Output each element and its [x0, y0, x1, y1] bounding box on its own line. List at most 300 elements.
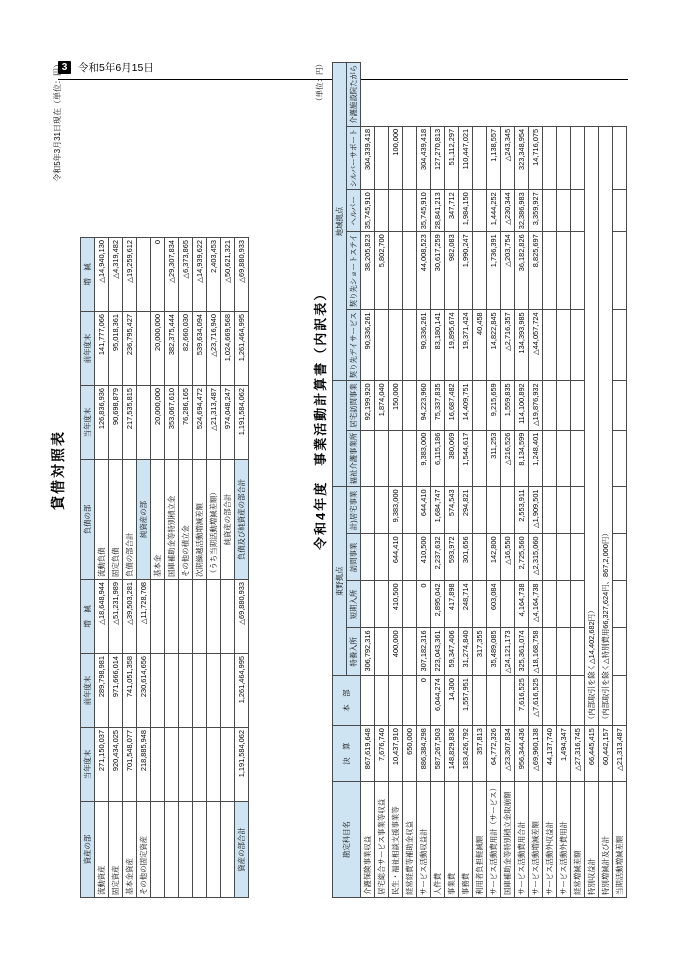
- bs-empty-15: [206, 580, 220, 654]
- ac-cell-8-7: [472, 381, 486, 430]
- table-row: [402, 62, 416, 897]
- ac-cell-11-7: 114,100,892: [514, 381, 528, 430]
- bs-col-cur-1: 当年度末: [80, 728, 94, 802]
- ac-cell-12-0: △69,960,138: [528, 726, 542, 782]
- bs-asset-total-label: 資産の部合計: [234, 802, 248, 898]
- ac-cell-6-4: 593,972: [444, 534, 458, 581]
- ac-cell-3-6: [402, 430, 416, 487]
- bs-liab-diff-0: △14,940,130: [94, 238, 108, 312]
- bs-empty-9: [178, 580, 192, 654]
- ac-cell-1-11: [374, 126, 388, 189]
- ac-cell-14-2: [556, 628, 570, 676]
- table-row: [94, 238, 108, 898]
- ac-cell-5-6: 6,115,186: [430, 430, 444, 487]
- ac-cell-15-10: [570, 190, 584, 232]
- ac-cell-7-3: 248,714: [458, 581, 472, 628]
- ac-cell-15-6: [570, 430, 584, 487]
- ac-cell-8-1: [472, 676, 486, 726]
- table-row: [542, 62, 556, 897]
- ac-row-label-12: サービス活動増減差額: [528, 782, 542, 898]
- ac-col-5: 訪問事業: [346, 534, 360, 581]
- ac-cell-5-5: 1,684,747: [430, 487, 444, 534]
- bs-asset-label-0: 流動資産: [94, 802, 108, 898]
- ac-cell-12-4: △2,315,060: [528, 534, 542, 581]
- ac-cell-9-2: 35,489,085: [486, 628, 500, 676]
- ac-row-label-9: サービス活動費用計（サービス）: [486, 782, 500, 898]
- ac-cell-7-1: 1,557,951: [458, 676, 472, 726]
- ac-cell-6-5: 574,543: [444, 487, 458, 534]
- ac-row-label-17: 特別増減計及び計: [598, 782, 612, 898]
- ac-cell-1-0: 7,676,740: [374, 726, 388, 782]
- ac-cell-3-5: [402, 487, 416, 534]
- ac-cell-7-0: 183,426,792: [458, 726, 472, 782]
- ac-cell-10-0: △23,307,834: [500, 726, 514, 782]
- bs-na-cur-3: 524,694,472: [192, 386, 206, 460]
- ac-cell-18-0: △21,313,487: [612, 726, 626, 782]
- ac-cell-3-10: [402, 190, 416, 232]
- ac-cell-5-3: 2,895,042: [430, 581, 444, 628]
- bs-na-diff-0: 0: [150, 238, 164, 312]
- bs-empty-17: [220, 654, 234, 728]
- ac-cell-11-0: 956,344,436: [514, 726, 528, 782]
- ac-cell-2-5: 9,383,000: [388, 487, 402, 534]
- ac-cell-15-3: [570, 581, 584, 628]
- ac-col-12: シルバーサポート: [346, 126, 360, 189]
- bs-asset-cur-3: 218,885,948: [136, 728, 150, 802]
- ac-cell-14-6: [556, 430, 570, 487]
- ac-cell-4-2: 307,182,316: [416, 628, 430, 676]
- bs-na-cur-1: 353,067,610: [164, 386, 178, 460]
- ac-col-9: 契り先デイサービス: [346, 310, 360, 381]
- bs-liab-diff-1: △4,319,482: [108, 238, 122, 312]
- ac-cell-3-2: [402, 628, 416, 676]
- ac-col-8: 居宅訪問事業: [346, 381, 360, 430]
- ac-cell-5-9: 30,617,259: [430, 232, 444, 310]
- ac-cell-7-6: 1,544,617: [458, 430, 472, 487]
- ac-cell-4-5: 644,410: [416, 487, 430, 534]
- table-row: [234, 238, 248, 898]
- bs-liab-label-1: 固定負債: [108, 460, 122, 580]
- bs-na-cur-0: 20,000,000: [150, 386, 164, 460]
- ac-cell-14-7: [556, 381, 570, 430]
- table-row: [164, 238, 178, 898]
- ac-cell-10-4: △16,550: [500, 534, 514, 581]
- ac-cell-3-7: [402, 381, 416, 430]
- table-row: [570, 62, 584, 897]
- ac-cell-0-7: 92,199,920: [360, 381, 374, 430]
- bs-na-diff-3: △14,939,622: [192, 238, 206, 312]
- table-row: [108, 238, 122, 898]
- ac-cell-5-2: 223,043,361: [430, 628, 444, 676]
- ac-group-1: 東野拠点: [332, 487, 346, 676]
- ac-cell-8-0: 357,813: [472, 726, 486, 782]
- ac-cell-18-7: [612, 381, 626, 430]
- ac-cell-10-8: △2,716,357: [500, 310, 514, 381]
- ac-cell-9-5: [486, 487, 500, 534]
- ac-cell-6-11: 51,112,297: [444, 126, 458, 189]
- bs-na-cur-4: △21,313,487: [206, 386, 220, 460]
- table-row: [598, 62, 612, 897]
- ac-cell-4-8: 90,336,261: [416, 310, 430, 381]
- bs-empty-label-1: [150, 802, 164, 898]
- ac-cell-3-8: [402, 310, 416, 381]
- ac-cell-9-6: 311,253: [486, 430, 500, 487]
- bs-empty-label-6: [220, 802, 234, 898]
- ac-cell-11-9: 36,182,826: [514, 232, 528, 310]
- bs-na-total-prev: 1,024,669,568: [220, 312, 234, 386]
- ac-cell-6-9: 982,083: [444, 232, 458, 310]
- bs-asset-cur-1: 920,434,025: [108, 728, 122, 802]
- ac-cell-4-0: 886,384,298: [416, 726, 430, 782]
- table-row: [136, 238, 150, 898]
- bs-asset-prev-0: 289,798,981: [94, 654, 108, 728]
- ac-cell-14-0: 1,494,347: [556, 726, 570, 782]
- ac-cell-13-11: [542, 126, 556, 189]
- ac-cell-12-11: 14,716,075: [528, 126, 542, 189]
- table-row: [206, 238, 220, 898]
- ac-cell-11-10: 32,386,983: [514, 190, 528, 232]
- bs-col-diff-2: 増 減: [80, 238, 94, 312]
- ac-cell-12-9: 8,825,697: [528, 232, 542, 310]
- bs-empty-13: [206, 728, 220, 802]
- ac-cell-15-8: [570, 310, 584, 381]
- bs-asset-diff-0: △18,648,944: [94, 580, 108, 654]
- bs-blank-2: [136, 312, 150, 386]
- ac-cell-15-9: [570, 232, 584, 310]
- ac-cell-8-3: [472, 581, 486, 628]
- ac-cell-0-9: 38,205,823: [360, 232, 374, 310]
- ac-cell-10-10: △230,344: [500, 190, 514, 232]
- bs-empty-10: [192, 728, 206, 802]
- bs-liab-label-0: 流動負債: [94, 460, 108, 580]
- ac-cell-10-1: [500, 676, 514, 726]
- ac-cell-12-3: △4,164,738: [528, 581, 542, 628]
- ac-cell-4-4: 410,500: [416, 534, 430, 581]
- ac-cell-15-1: [570, 676, 584, 726]
- bs-empty-6: [164, 580, 178, 654]
- ac-cell-8-10: [472, 190, 486, 232]
- ac-cell-3-3: [402, 581, 416, 628]
- bs-asset-prev-3: 230,614,656: [136, 654, 150, 728]
- ac-cell-7-11: 110,447,021: [458, 126, 472, 189]
- bs-netasset-header: 純資産の部: [136, 460, 150, 580]
- activity-unit: （単位：円）: [314, 60, 324, 105]
- ac-cell-14-5: [556, 487, 570, 534]
- bs-na-label-3: 次期繰越活動増減差額: [192, 460, 206, 580]
- bs-col-diff-1: 増 減: [80, 580, 94, 654]
- ac-group-2: 地域拠点: [332, 62, 346, 381]
- bs-liab-cur-0: 126,836,936: [94, 386, 108, 460]
- ac-cell-1-7: 1,874,040: [374, 381, 388, 430]
- ac-cell-2-4: 644,410: [388, 534, 402, 581]
- ac-cell-12-8: △44,057,724: [528, 310, 542, 381]
- ac-row-label-10: 国庫補助金等特別積立金取崩額: [500, 782, 514, 898]
- bs-empty-1: [150, 728, 164, 802]
- table-row: [122, 238, 136, 898]
- ac-cell-9-4: 142,800: [486, 534, 500, 581]
- table-row: [444, 62, 458, 897]
- ac-cell-3-9: [402, 232, 416, 310]
- ac-cell-12-6: 1,248,401: [528, 430, 542, 487]
- ac-cell-8-11: [472, 126, 486, 189]
- bs-empty-16: [220, 728, 234, 802]
- ac-cell-6-1: 14,300: [444, 676, 458, 726]
- bs-na-prev-4: △23,716,940: [206, 312, 220, 386]
- ac-cell-14-1: [556, 676, 570, 726]
- ac-cell-10-3: [500, 581, 514, 628]
- bs-na-prev-3: 539,634,094: [192, 312, 206, 386]
- ac-cell-7-5: 294,821: [458, 487, 472, 534]
- ac-cell-13-7: [542, 381, 556, 430]
- ac-cell-14-4: [556, 534, 570, 581]
- ac-cell-6-3: 417,898: [444, 581, 458, 628]
- ac-cell-10-2: △24,121,173: [500, 628, 514, 676]
- table-row: [220, 238, 234, 898]
- ac-row-label-4: サービス活動収益計: [416, 782, 430, 898]
- ac-cell-17-0: 60,442,157: [598, 726, 612, 782]
- ac-cell-18-11: [612, 126, 626, 189]
- ac-cell-6-0: 148,829,836: [444, 726, 458, 782]
- ac-cell-9-10: 1,444,252: [486, 190, 500, 232]
- ac-cell-2-8: [388, 310, 402, 381]
- ac-cell-11-4: 2,725,560: [514, 534, 528, 581]
- bs-empty-label-3: [178, 802, 192, 898]
- ac-cell-5-4: 2,237,632: [430, 534, 444, 581]
- ac-cell-0-1: [360, 676, 374, 726]
- ac-cell-11-6: 8,134,599: [514, 430, 528, 487]
- ac-cell-16-1: （内部取引を除く△14,402,682円）: [584, 126, 598, 725]
- ac-cell-18-9: [612, 232, 626, 310]
- ac-cell-15-11: [570, 126, 584, 189]
- bs-asset-total-prev: 1,261,464,995: [234, 654, 248, 728]
- ac-cell-9-11: 1,138,557: [486, 126, 500, 189]
- ac-cell-8-9: [472, 232, 486, 310]
- ac-col-2: 本 部: [332, 676, 360, 726]
- ac-col-11: ヘルパー: [346, 190, 360, 232]
- ac-cell-6-6: 380,069: [444, 430, 458, 487]
- table-row: [514, 62, 528, 897]
- bs-na-cur-2: 76,286,165: [178, 386, 192, 460]
- bs-na-label-2: その他の積立金: [178, 460, 192, 580]
- ac-cell-2-7: 150,000: [388, 381, 402, 430]
- bs-blank-1: [136, 386, 150, 460]
- ac-cell-3-11: [402, 126, 416, 189]
- bs-asset-cur-2: 701,548,077: [122, 728, 136, 802]
- ac-cell-0-4: [360, 534, 374, 581]
- ac-cell-0-6: [360, 430, 374, 487]
- ac-cell-11-3: 4,164,738: [514, 581, 528, 628]
- ac-cell-7-4: 301,656: [458, 534, 472, 581]
- activity-table: [332, 62, 627, 898]
- activity-statement-title: 令和4年度 事業活動計算書（内訳表）: [312, 285, 328, 550]
- ac-cell-13-10: [542, 190, 556, 232]
- ac-cell-1-1: [374, 676, 388, 726]
- bs-col-prev-2: 前年度末: [80, 312, 94, 386]
- ac-cell-5-1: 6,044,274: [430, 676, 444, 726]
- ac-cell-6-7: 16,687,482: [444, 381, 458, 430]
- ac-cell-1-2: [374, 628, 388, 676]
- bs-asset-diff-3: △11,728,708: [136, 580, 150, 654]
- ac-cell-10-9: △203,754: [500, 232, 514, 310]
- bs-liab-prev-2: 236,795,427: [122, 312, 136, 386]
- ac-col-6: 計)居宅事業: [346, 487, 360, 534]
- ac-cell-0-5: [360, 487, 374, 534]
- bs-asset-label-3: その他の固定資産: [136, 802, 150, 898]
- ac-row-label-6: 事業費: [444, 782, 458, 898]
- bs-na-prev-2: 82,660,030: [178, 312, 192, 386]
- ac-cell-13-6: [542, 430, 556, 487]
- ac-cell-18-8: [612, 310, 626, 381]
- ac-row-label-8: 利用者負担軽減額: [472, 782, 486, 898]
- ac-cell-11-11: 323,348,954: [514, 126, 528, 189]
- ac-col-4: 短期入所: [346, 581, 360, 628]
- ac-cell-9-0: 64,772,326: [486, 726, 500, 782]
- bs-empty-label-5: [206, 802, 220, 898]
- bs-asset-label-2: 基本金資産: [122, 802, 136, 898]
- ac-cell-16-0: 66,445,415: [584, 726, 598, 782]
- ac-cell-5-11: 127,270,813: [430, 126, 444, 189]
- ac-cell-1-8: [374, 310, 388, 381]
- ac-col-7: 福祉介護事業所: [346, 430, 360, 487]
- ac-cell-11-1: 7,616,525: [514, 676, 528, 726]
- bs-na-total-label: 純資産の部合計: [220, 460, 234, 580]
- bs-empty-14: [206, 654, 220, 728]
- ac-cell-7-8: 19,371,424: [458, 310, 472, 381]
- bs-empty-label-2: [164, 802, 178, 898]
- ac-cell-13-2: [542, 628, 556, 676]
- bs-asset-label-1: 固定資産: [108, 802, 122, 898]
- bs-na-diff-4: 2,403,453: [206, 238, 220, 312]
- ac-cell-8-6: [472, 430, 486, 487]
- ac-cell-13-4: [542, 534, 556, 581]
- ac-cell-0-10: 35,745,910: [360, 190, 374, 232]
- bs-na-label-1: 国庫補助金等特別積立金: [164, 460, 178, 580]
- bs-empty-7: [178, 728, 192, 802]
- table-row: [388, 62, 402, 897]
- bs-liab-cur-1: 90,698,879: [108, 386, 122, 460]
- ac-cell-1-4: [374, 534, 388, 581]
- bs-asset-prev-2: 741,051,358: [122, 654, 136, 728]
- ac-cell-1-5: [374, 487, 388, 534]
- ac-row-label-5: 人件費: [430, 782, 444, 898]
- ac-cell-1-3: [374, 581, 388, 628]
- ac-cell-2-3: 410,500: [388, 581, 402, 628]
- bs-asset-diff-2: △39,503,281: [122, 580, 136, 654]
- ac-cell-2-0: 10,437,910: [388, 726, 402, 782]
- table-row: [178, 238, 192, 898]
- ac-cell-3-0: 650,000: [402, 726, 416, 782]
- activity-statement-block: [332, 62, 627, 898]
- ac-cell-11-8: 134,393,985: [514, 310, 528, 381]
- table-row: [584, 62, 598, 897]
- ac-cell-13-0: 44,137,740: [542, 726, 556, 782]
- ac-cell-0-0: 867,619,648: [360, 726, 374, 782]
- ac-cell-12-1: △7,616,525: [528, 676, 542, 726]
- ac-cell-0-3: [360, 581, 374, 628]
- ac-cell-2-1: [388, 676, 402, 726]
- ac-cell-5-0: 587,267,503: [430, 726, 444, 782]
- ac-cell-9-1: [486, 676, 500, 726]
- ac-cell-13-5: [542, 487, 556, 534]
- ac-row-label-3: 経常経費等補助金収益: [402, 782, 416, 898]
- ac-cell-12-7: △19,876,932: [528, 381, 542, 430]
- ac-cell-14-10: [556, 190, 570, 232]
- ac-cell-10-6: △216,526: [500, 430, 514, 487]
- ac-cell-1-10: [374, 190, 388, 232]
- ac-cell-15-4: [570, 534, 584, 581]
- bs-empty-12: [192, 580, 206, 654]
- ac-cell-7-9: 1,990,247: [458, 232, 472, 310]
- bs-liab-prev-1: 95,018,361: [108, 312, 122, 386]
- bs-liab-cur-2: 217,535,815: [122, 386, 136, 460]
- bs-na-prev-0: 20,000,000: [150, 312, 164, 386]
- ac-row-label-15: 経常増減差額: [570, 782, 584, 898]
- bs-empty-18: [220, 580, 234, 654]
- ac-row-label-7: 事務費: [458, 782, 472, 898]
- ac-row-label-18: 当期活動増減差額: [612, 782, 626, 898]
- ac-cell-8-5: [472, 487, 486, 534]
- ac-cell-8-8: 40,458: [472, 310, 486, 381]
- ac-cell-13-9: [542, 232, 556, 310]
- bs-lnt-cur: 1,191,584,062: [234, 386, 248, 460]
- ac-cell-7-10: 1,984,150: [458, 190, 472, 232]
- table-row: [150, 238, 164, 898]
- ac-cell-15-2: [570, 628, 584, 676]
- ac-cell-4-7: 94,223,960: [416, 381, 430, 430]
- ac-cell-18-5: [612, 487, 626, 534]
- ac-cell-0-2: 306,792,316: [360, 628, 374, 676]
- bs-asset-total-cur: 1,191,584,062: [234, 728, 248, 802]
- ac-group-blank: [332, 381, 346, 487]
- bs-na-diff-1: △29,307,834: [164, 238, 178, 312]
- table-row: [360, 62, 374, 897]
- ac-row-label-11: サービス活動費用合計: [514, 782, 528, 898]
- ac-cell-14-11: [556, 126, 570, 189]
- ac-cell-5-8: 83,180,141: [430, 310, 444, 381]
- ac-cell-12-5: △1,909,501: [528, 487, 542, 534]
- ac-cell-4-1: 0: [416, 676, 430, 726]
- bs-empty-8: [178, 654, 192, 728]
- ac-col-10: 契り先ショートステイ: [346, 232, 360, 310]
- ac-cell-6-2: 59,347,406: [444, 628, 458, 676]
- bs-empty-4: [164, 728, 178, 802]
- ac-cell-8-2: 317,355: [472, 628, 486, 676]
- ac-cell-15-5: [570, 487, 584, 534]
- ac-cell-4-11: 304,439,418: [416, 126, 430, 189]
- ac-cell-6-10: 347,712: [444, 190, 458, 232]
- ac-cell-8-4: [472, 534, 486, 581]
- ac-col-13: 介護施設院たがら: [346, 62, 360, 126]
- ac-cell-17-1: （内部取引を除く△特別費用66,327,624円、867,2,000円）: [598, 126, 612, 725]
- ac-cell-14-9: [556, 232, 570, 310]
- ac-cell-14-3: [556, 581, 570, 628]
- ac-col-3: 特養入所: [346, 628, 360, 676]
- ac-cell-12-2: △18,168,758: [528, 628, 542, 676]
- activity-group-header-row: [332, 62, 346, 897]
- ac-cell-4-3: 0: [416, 581, 430, 628]
- ac-cell-4-10: 35,745,910: [416, 190, 430, 232]
- ac-row-label-13: サービス活動外収益計: [542, 782, 556, 898]
- table-row: [486, 62, 500, 897]
- balance-sheet-table: [80, 237, 249, 898]
- ac-cell-11-2: 325,361,074: [514, 628, 528, 676]
- ac-cell-13-3: [542, 581, 556, 628]
- table-row: [458, 62, 472, 897]
- ac-cell-1-6: [374, 430, 388, 487]
- ac-cell-18-6: [612, 430, 626, 487]
- ac-row-label-2: 民生・福祉相談支援事業等: [388, 782, 402, 898]
- bs-empty-11: [192, 654, 206, 728]
